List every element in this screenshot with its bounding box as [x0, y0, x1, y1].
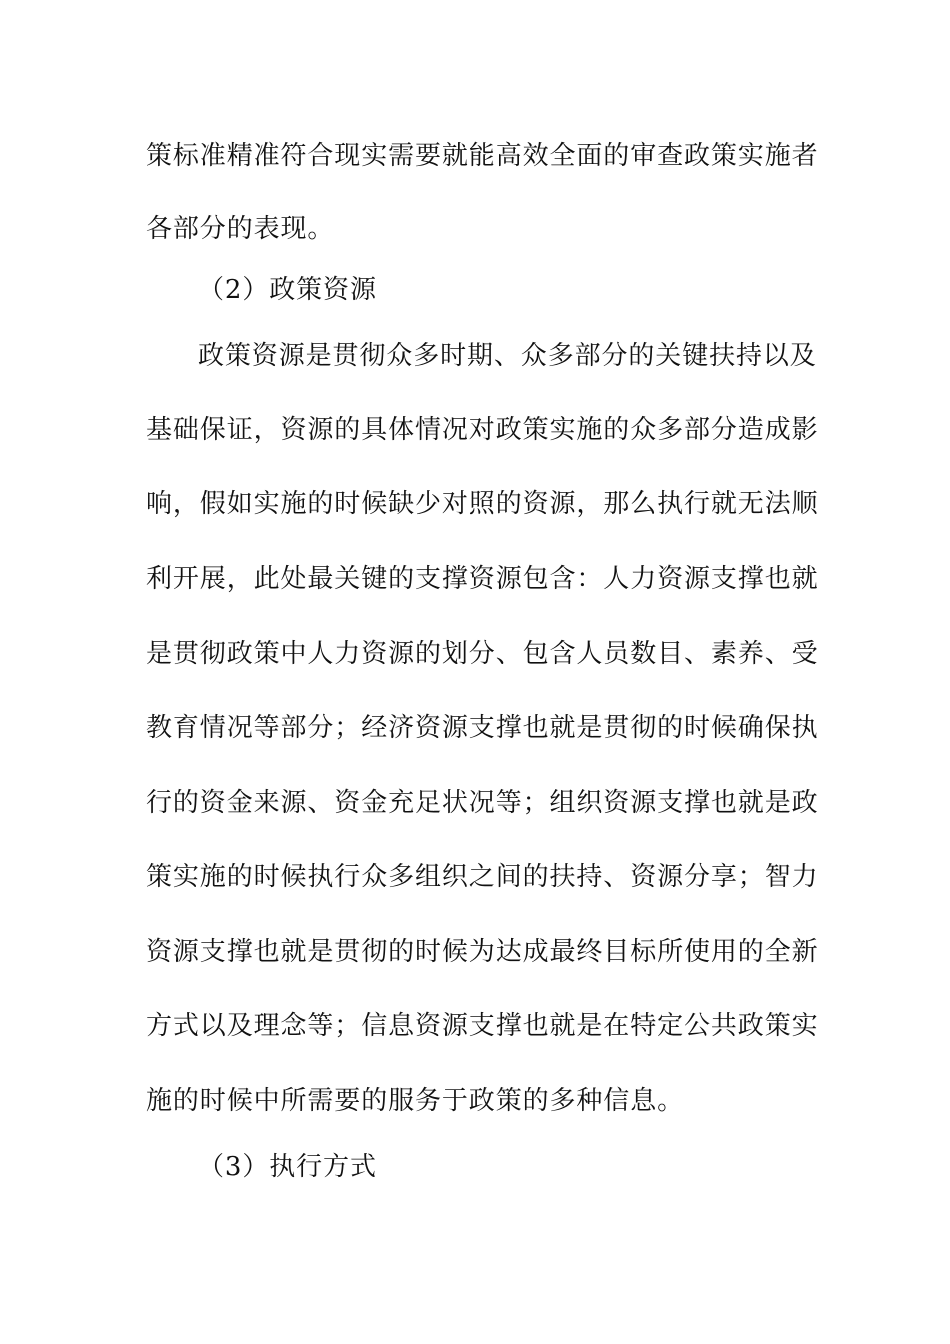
section-heading-execution-methods: （3）执行方式 [198, 1152, 377, 1182]
paragraph-line: 政策资源是贯彻众多时期、众多部分的关键扶持以及 [198, 341, 817, 371]
paragraph-line: 各部分的表现。 [146, 214, 335, 244]
paragraph-line: 教育情况等部分；经济资源支撑也就是贯彻的时候确保执 [146, 713, 819, 743]
paragraph-line: 响，假如实施的时候缺少对照的资源，那么执行就无法顺 [146, 489, 819, 519]
paragraph-line: 策标准精准符合现实需要就能高效全面的审查政策实施者 [146, 141, 819, 171]
paragraph-line: 是贯彻政策中人力资源的划分、包含人员数目、素养、受 [146, 639, 819, 669]
paragraph-line: 施的时候中所需要的服务于政策的多种信息。 [146, 1086, 685, 1116]
paragraph-line: 方式以及理念等；信息资源支撑也就是在特定公共政策实 [146, 1011, 819, 1041]
paragraph-line: 策实施的时候执行众多组织之间的扶持、资源分享；智力 [146, 862, 819, 892]
paragraph-line: 利开展，此处最关键的支撑资源包含：人力资源支撑也就 [146, 564, 819, 594]
paragraph-line: 基础保证，资源的具体情况对政策实施的众多部分造成影 [146, 415, 819, 445]
section-heading-policy-resources: （2）政策资源 [198, 275, 377, 305]
paragraph-line: 资源支撑也就是贯彻的时候为达成最终目标所使用的全新 [146, 937, 819, 967]
paragraph-line: 行的资金来源、资金充足状况等；组织资源支撑也就是政 [146, 788, 819, 818]
